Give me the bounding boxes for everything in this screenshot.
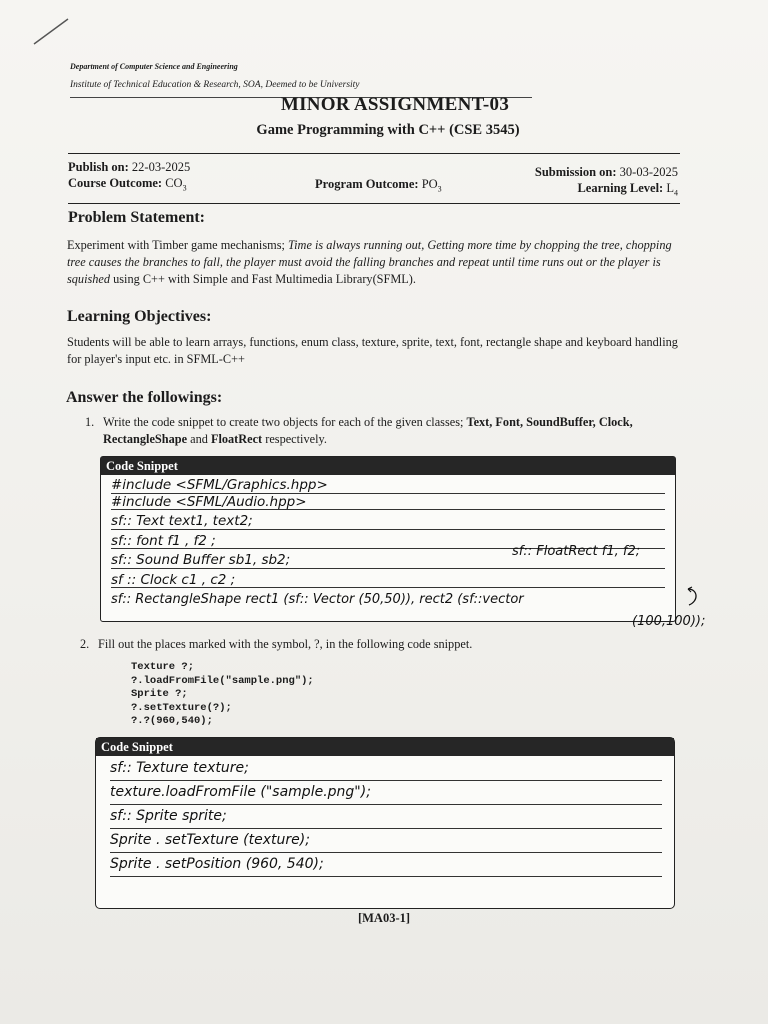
- assignment-title: MINOR ASSIGNMENT-03: [280, 94, 510, 115]
- answer-1-line: #include <SFML/Audio.hpp>: [111, 494, 665, 511]
- question-2-number: 2.: [80, 637, 90, 651]
- learning-level: [577, 181, 678, 198]
- answers-heading: Answer the followings:: [66, 389, 223, 406]
- curved-arrow-icon: [684, 586, 702, 608]
- course-subtitle: Game Programming with C++ (CSE 3545): [256, 122, 520, 138]
- program-outcome-sub: 3: [437, 184, 442, 194]
- question-1-number: 1.: [85, 415, 95, 429]
- handwritten-overflow: (100,100));: [632, 614, 706, 629]
- question-1-text: [103, 414, 685, 448]
- learning-level-label: Learning Level:: [577, 181, 664, 195]
- course-outcome-sub: 3: [182, 183, 187, 193]
- publish-date: [68, 160, 190, 175]
- answer-1-line: #include <SFML/Graphics.hpp>: [111, 477, 665, 494]
- code-line: ?.?(960,540);: [131, 715, 213, 727]
- program-outcome-value: PO: [421, 177, 438, 191]
- objectives-text: Students will be able to learn arrays, functions, enum class, texture, sprite, text, font, rectangle shape and keyboard handling for player's input etc. in SFML-C++: [67, 335, 678, 366]
- answer-1-line: sf:: font f1 , f2 ;: [111, 533, 665, 550]
- question-1-text-mid: and: [187, 432, 211, 446]
- handwritten-answer-1: [101, 475, 675, 608]
- publish-value: 22-03-2025: [131, 160, 191, 174]
- answer-2-line: sf:: Texture texture;: [110, 760, 662, 781]
- publish-label: Publish on:: [68, 160, 129, 174]
- question-2-code: [131, 661, 314, 729]
- answer-1-line: sf:: RectangleShape rect1 (sf:: Vector (50,50)), rect2 (sf::vector: [111, 592, 524, 607]
- answer-2-line: Sprite . setPosition (960, 540);: [110, 856, 662, 877]
- question-2: [80, 636, 680, 653]
- submission-label: Submission on:: [534, 165, 617, 179]
- code-snippet-header-2: Code Snippet: [96, 738, 674, 756]
- department-name: Department of Computer Science and Engineering: [70, 62, 238, 71]
- question-2-text: Fill out the places marked with the symbol, ?, in the following code snippet.: [98, 637, 473, 651]
- submission-value: 30-03-2025: [619, 165, 678, 179]
- program-outcome: [315, 177, 442, 194]
- code-line: ?.loadFromFile("sample.png");: [131, 674, 314, 687]
- pen-stroke-mark: [32, 16, 72, 46]
- learning-level-sub: 4: [674, 188, 678, 198]
- question-1-bold-floatrect: FloatRect: [210, 432, 263, 446]
- code-snippet-box-1: [100, 456, 676, 622]
- institute-name: Institute of Technical Education & Research, SOA, Deemed to be University: [70, 80, 360, 90]
- handwritten-floatrect: sf:: FloatRect f1, f2;: [512, 544, 641, 559]
- submission-date: [535, 165, 678, 180]
- handwritten-answer-2: [96, 756, 674, 877]
- question-1-bold-classes: Text, Font, SoundBuffer, Clock, RectangleShape: [103, 415, 633, 446]
- answer-1-line: sf:: Text text1, text2;: [111, 513, 665, 530]
- problem-heading: Problem Statement:: [68, 209, 205, 226]
- course-outcome-label: Course Outcome:: [68, 176, 163, 190]
- problem-text: [67, 237, 683, 288]
- answer-1-line: sf :: Clock c1 , c2 ;: [111, 572, 665, 589]
- code-snippet-header-1: Code Snippet: [101, 457, 675, 475]
- problem-text-italic: Time is always running out, Getting more time by chopping the tree, chopping tree causes the branches to fall, the player must avoid the falling branches and repeat until time runs out or the player is squished: [67, 238, 672, 286]
- learning-level-value: L: [666, 181, 674, 195]
- page-code: [MA03-1]: [357, 911, 411, 925]
- code-snippet-box-2: [95, 737, 675, 909]
- meta-top-rule: [68, 153, 680, 154]
- course-outcome-value: CO: [165, 176, 183, 190]
- program-outcome-label: Program Outcome:: [315, 177, 419, 191]
- code-line: ?.setTexture(?);: [131, 701, 232, 714]
- question-1-text-start: Write the code snippet to create two objects for each of the given classes;: [103, 415, 467, 429]
- answer-1-line: sf:: Sound Buffer sb1, sb2;: [111, 552, 665, 569]
- code-line: Texture ?;: [131, 661, 195, 673]
- problem-text-start: Experiment with Timber game mechanisms;: [67, 238, 288, 252]
- answer-2-line: texture.loadFromFile ("sample.png");: [110, 784, 662, 805]
- problem-text-end: using C++ with Simple and Fast Multimedia Library(SFML).: [110, 272, 416, 286]
- answer-2-line: sf:: Sprite sprite;: [110, 808, 662, 829]
- answer-2-line: Sprite . setTexture (texture);: [110, 832, 662, 853]
- meta-bottom-rule: [68, 203, 680, 204]
- question-1-text-end: respectively.: [262, 432, 327, 446]
- course-outcome: [68, 176, 187, 193]
- code-line: Sprite ?;: [131, 688, 188, 700]
- objectives-heading: Learning Objectives:: [67, 308, 212, 325]
- question-1: [85, 414, 685, 448]
